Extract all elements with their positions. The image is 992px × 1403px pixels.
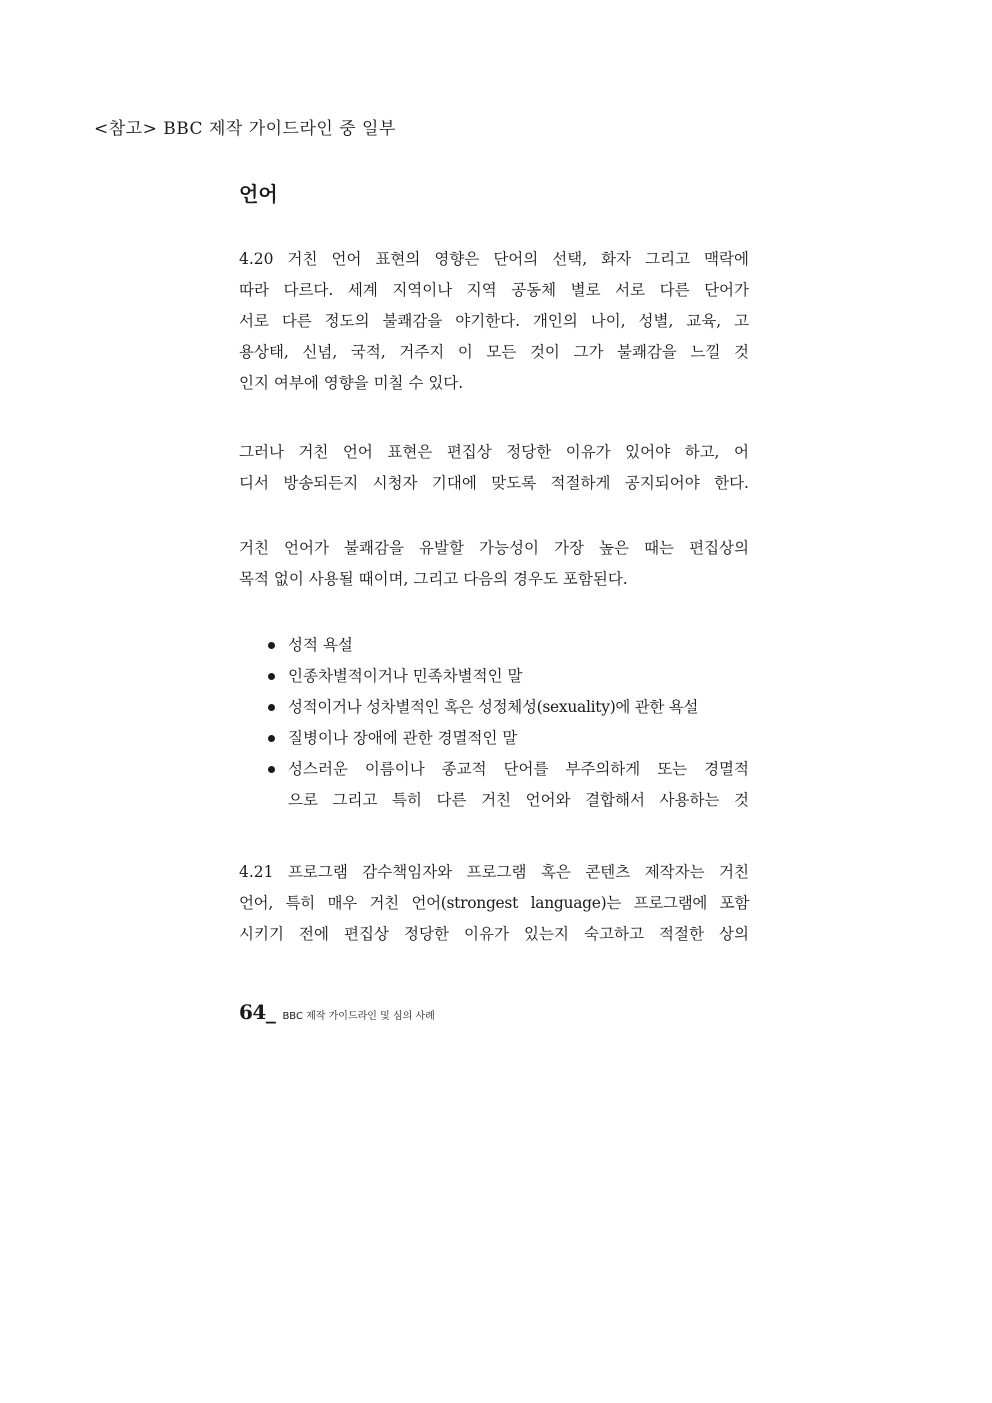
text-line: 인종차별적이거나 민족차별적인 말 xyxy=(288,667,523,685)
paragraph-justification xyxy=(239,437,749,499)
bullet-icon xyxy=(268,766,275,773)
list-item xyxy=(265,661,749,692)
text-line: 성적이거나 성차별적인 혹은 성정체성(sexuality)에 관한 욕설 xyxy=(288,698,699,716)
text-line: 거친 언어가 불쾌감을 유발할 가능성이 가장 높은 때는 편집상의 xyxy=(239,539,749,557)
text-line: 서로 다른 정도의 불쾌감을 야기한다. 개인의 나이, 성별, 교육, 고 xyxy=(239,312,749,330)
text-line: 으로 그리고 특히 다른 거친 언어와 결합해서 사용하는 것 xyxy=(288,791,749,809)
section-heading: 언어 xyxy=(239,182,278,206)
page-footer xyxy=(239,1000,435,1024)
text-line: 시키기 전에 편집상 정당한 이유가 있는지 숙고하고 적절한 상의 xyxy=(239,925,749,943)
text-line: 따라 다르다. 세계 지역이나 지역 공동체 별로 서로 다른 단어가 xyxy=(239,281,749,299)
text-line: 그러나 거친 언어 표현은 편집상 정당한 이유가 있어야 하고, 어 xyxy=(239,443,749,461)
list-item xyxy=(265,723,749,754)
list-item xyxy=(265,754,749,816)
bullet-icon xyxy=(268,735,275,742)
text-line: 성스러운 이름이나 종교적 단어를 부주의하게 또는 경멸적 xyxy=(288,760,749,778)
book-title: BBC 제작 가이드라인 및 심의 사례 xyxy=(282,1011,435,1022)
list-item xyxy=(265,692,749,723)
text-line: 목적 없이 사용될 때이며, 그리고 다음의 경우도 포함된다. xyxy=(239,570,628,588)
text-line: 성적 욕설 xyxy=(288,636,353,654)
list-item xyxy=(265,630,749,661)
text-line: 디서 방송되든지 시청자 기대에 맞도록 적절하게 공지되어야 한다. xyxy=(239,474,749,492)
paragraph-offense-cases xyxy=(239,533,749,595)
reference-title: <참고> BBC 제작 가이드라인 중 일부 xyxy=(94,119,396,139)
paragraph-4-21 xyxy=(239,857,749,950)
text-line: 용상태, 신념, 국적, 거주지 이 모든 것이 그가 불쾌감을 느낄 것 xyxy=(239,343,749,361)
paragraph-4-20 xyxy=(239,244,749,399)
bullet-list xyxy=(265,630,749,816)
bullet-icon xyxy=(268,704,275,711)
text-line: 인지 여부에 영향을 미칠 수 있다. xyxy=(239,374,464,392)
bullet-icon xyxy=(268,642,275,649)
text-line: 질병이나 장애에 관한 경멸적인 말 xyxy=(288,729,518,747)
page-number: 64_ xyxy=(239,1000,276,1024)
bullet-icon xyxy=(268,673,275,680)
text-line: 언어, 특히 매우 거친 언어(strongest language)는 프로그램에 포함 xyxy=(239,894,749,912)
text-line: 4.21 프로그램 감수책임자와 프로그램 혹은 콘텐츠 제작자는 거친 xyxy=(239,863,749,881)
text-line: 4.20 거친 언어 표현의 영향은 단어의 선택, 화자 그리고 맥락에 xyxy=(239,250,749,268)
